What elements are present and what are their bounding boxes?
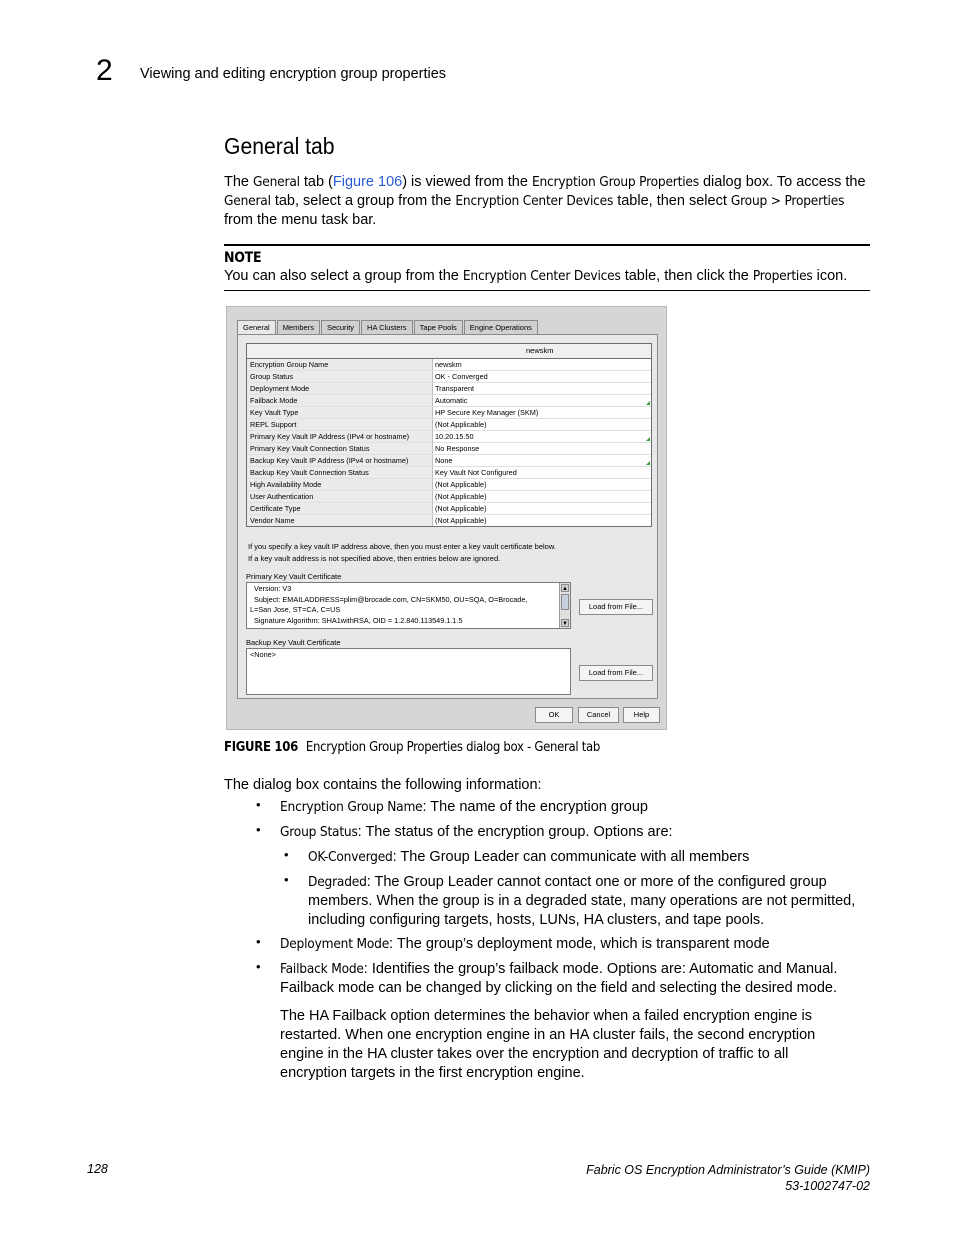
scroll-down-icon[interactable]: ▼ bbox=[562, 621, 568, 627]
table-row[interactable]: Backup Key Vault IP Address (IPv4 or hostname) None bbox=[247, 455, 651, 467]
primary-cert-textarea[interactable]: Version: V3 Subject: EMAILADDRESS=plim@brocade.com, CN=SKM50, OU=SQA, O=Brocade, L=San Jose, ST=CA, C=US Signature Algorithm: SHA1withRSA, OID = 1.2.840.113549.1.1.5 ▲ ▼ bbox=[246, 582, 571, 629]
ok-button[interactable]: OK bbox=[535, 707, 573, 723]
scroll-up-icon[interactable]: ▲ bbox=[562, 586, 568, 592]
primary-cert-label: Primary Key Vault Certificate bbox=[246, 572, 342, 581]
editable-marker-icon bbox=[646, 461, 650, 465]
tab-security[interactable]: Security bbox=[321, 320, 360, 334]
bullet-icon: • bbox=[256, 959, 261, 974]
ha-failback-paragraph: The HA Failback option determines the behavior when a failed encryption engine is restarted. When one encryption engine in an HA cluster fails, the second encryption engine in the HA cluster takes over the encryption and decryption of traffic to all encryption targets in the first encryption engine. bbox=[280, 1008, 816, 1081]
table-row[interactable]: Encryption Group Name newskm bbox=[247, 359, 651, 371]
chapter-number: 2 bbox=[96, 54, 113, 87]
scroll-thumb[interactable] bbox=[561, 594, 569, 610]
tab-members[interactable]: Members bbox=[277, 320, 320, 334]
table-row[interactable]: Vendor Name (Not Applicable) bbox=[247, 515, 651, 526]
table-row[interactable]: User Authentication (Not Applicable) bbox=[247, 491, 651, 503]
list-item: Group Status: The status of the encryption group. Options are: bbox=[280, 824, 673, 840]
bullet-icon: • bbox=[284, 872, 289, 887]
properties-table bbox=[246, 343, 652, 527]
primary-load-from-file-button[interactable]: Load from File... bbox=[579, 599, 653, 615]
table-row[interactable]: Primary Key Vault IP Address (IPv4 or hostname) 10.20.15.50 bbox=[247, 431, 651, 443]
bullet-icon: • bbox=[256, 934, 261, 949]
note-top-rule bbox=[224, 244, 870, 246]
list-item: Encryption Group Name: The name of the encryption group bbox=[280, 799, 648, 815]
table-row[interactable]: Primary Key Vault Connection Status No Response bbox=[247, 443, 651, 455]
table-row[interactable]: Group Status OK - Converged bbox=[247, 371, 651, 383]
table-row[interactable]: REPL Support (Not Applicable) bbox=[247, 419, 651, 431]
figure-link[interactable]: Figure 106 bbox=[332, 174, 403, 190]
backup-cert-label: Backup Key Vault Certificate bbox=[246, 638, 341, 647]
note-text: You can also select a group from the Encryption Center Devices table, then click the Properties icon. bbox=[224, 268, 848, 284]
table-row[interactable]: Certificate Type (Not Applicable) bbox=[247, 503, 651, 515]
certificate-instruction-1: If you specify a key vault IP address above, then you must enter a key vault certificate below. bbox=[248, 542, 556, 551]
note-label: NOTE bbox=[224, 250, 262, 266]
help-button[interactable]: Help bbox=[623, 707, 660, 723]
table-header: newskm bbox=[247, 344, 651, 359]
general-tab-panel bbox=[237, 334, 658, 699]
table-row[interactable]: High Availability Mode (Not Applicable) bbox=[247, 479, 651, 491]
list-item: Degraded: The Group Leader cannot contact one or more of the configured group members. When the group is in a degraded state, many operations are not permitted, including configuring targets, hosts, LUNs, HA clusters, and tape pools. bbox=[308, 874, 856, 928]
tab-ha-clusters[interactable]: HA Clusters bbox=[361, 320, 413, 334]
certificate-instruction-2: If a key vault address is not specified above, then entries below are ignored. bbox=[248, 554, 501, 563]
backup-load-from-file-button[interactable]: Load from File... bbox=[579, 665, 653, 681]
figure-caption: FIGURE 106 Encryption Group Properties dialog box - General tab bbox=[224, 740, 600, 755]
list-item: OK-Converged: The Group Leader can communicate with all members bbox=[308, 849, 750, 865]
table-row[interactable]: Failback Mode Automatic bbox=[247, 395, 651, 407]
chapter-title: Viewing and editing encryption group properties bbox=[140, 66, 447, 82]
editable-marker-icon bbox=[646, 401, 650, 405]
list-item: Deployment Mode: The group’s deployment mode, which is transparent mode bbox=[280, 936, 770, 952]
cancel-button[interactable]: Cancel bbox=[578, 707, 619, 723]
list-item: Failback Mode: Identifies the group’s failback mode. Options are: Automatic and Manual. Failback mode can be changed by clicking on the field and selecting the desired mode. bbox=[280, 961, 838, 996]
encryption-group-properties-dialog bbox=[226, 306, 667, 730]
intro-paragraph: The General tab (Figure 106) is viewed from the Encryption Group Properties dialog box. To access the General tab, select a group from the Encryption Center Devices table, then select Group > Properties from the menu task bar. bbox=[224, 174, 866, 228]
backup-cert-textarea[interactable]: <None> bbox=[246, 648, 571, 695]
tab-general[interactable]: General bbox=[237, 320, 276, 335]
editable-marker-icon bbox=[646, 437, 650, 441]
tab-engine-operations[interactable]: Engine Operations bbox=[464, 320, 538, 334]
footer-book-info: Fabric OS Encryption Administrator’s Guide (KMIP) 53-1002747-02 bbox=[586, 1163, 870, 1193]
section-title: General tab bbox=[224, 133, 335, 159]
dialog-info-intro: The dialog box contains the following information: bbox=[224, 777, 542, 793]
note-bottom-rule bbox=[224, 290, 870, 291]
dialog-tabs bbox=[237, 320, 539, 334]
primary-cert-scrollbar[interactable] bbox=[559, 583, 570, 628]
bullet-icon: • bbox=[256, 822, 261, 837]
tab-tape-pools[interactable]: Tape Pools bbox=[414, 320, 463, 334]
table-row[interactable]: Key Vault Type HP Secure Key Manager (SKM) bbox=[247, 407, 651, 419]
bullet-icon: • bbox=[256, 797, 261, 812]
table-row[interactable]: Deployment Mode Transparent bbox=[247, 383, 651, 395]
table-row[interactable]: Backup Key Vault Connection Status Key Vault Not Configured bbox=[247, 467, 651, 479]
page-number: 128 bbox=[87, 1162, 108, 1176]
bullet-icon: • bbox=[284, 847, 289, 862]
